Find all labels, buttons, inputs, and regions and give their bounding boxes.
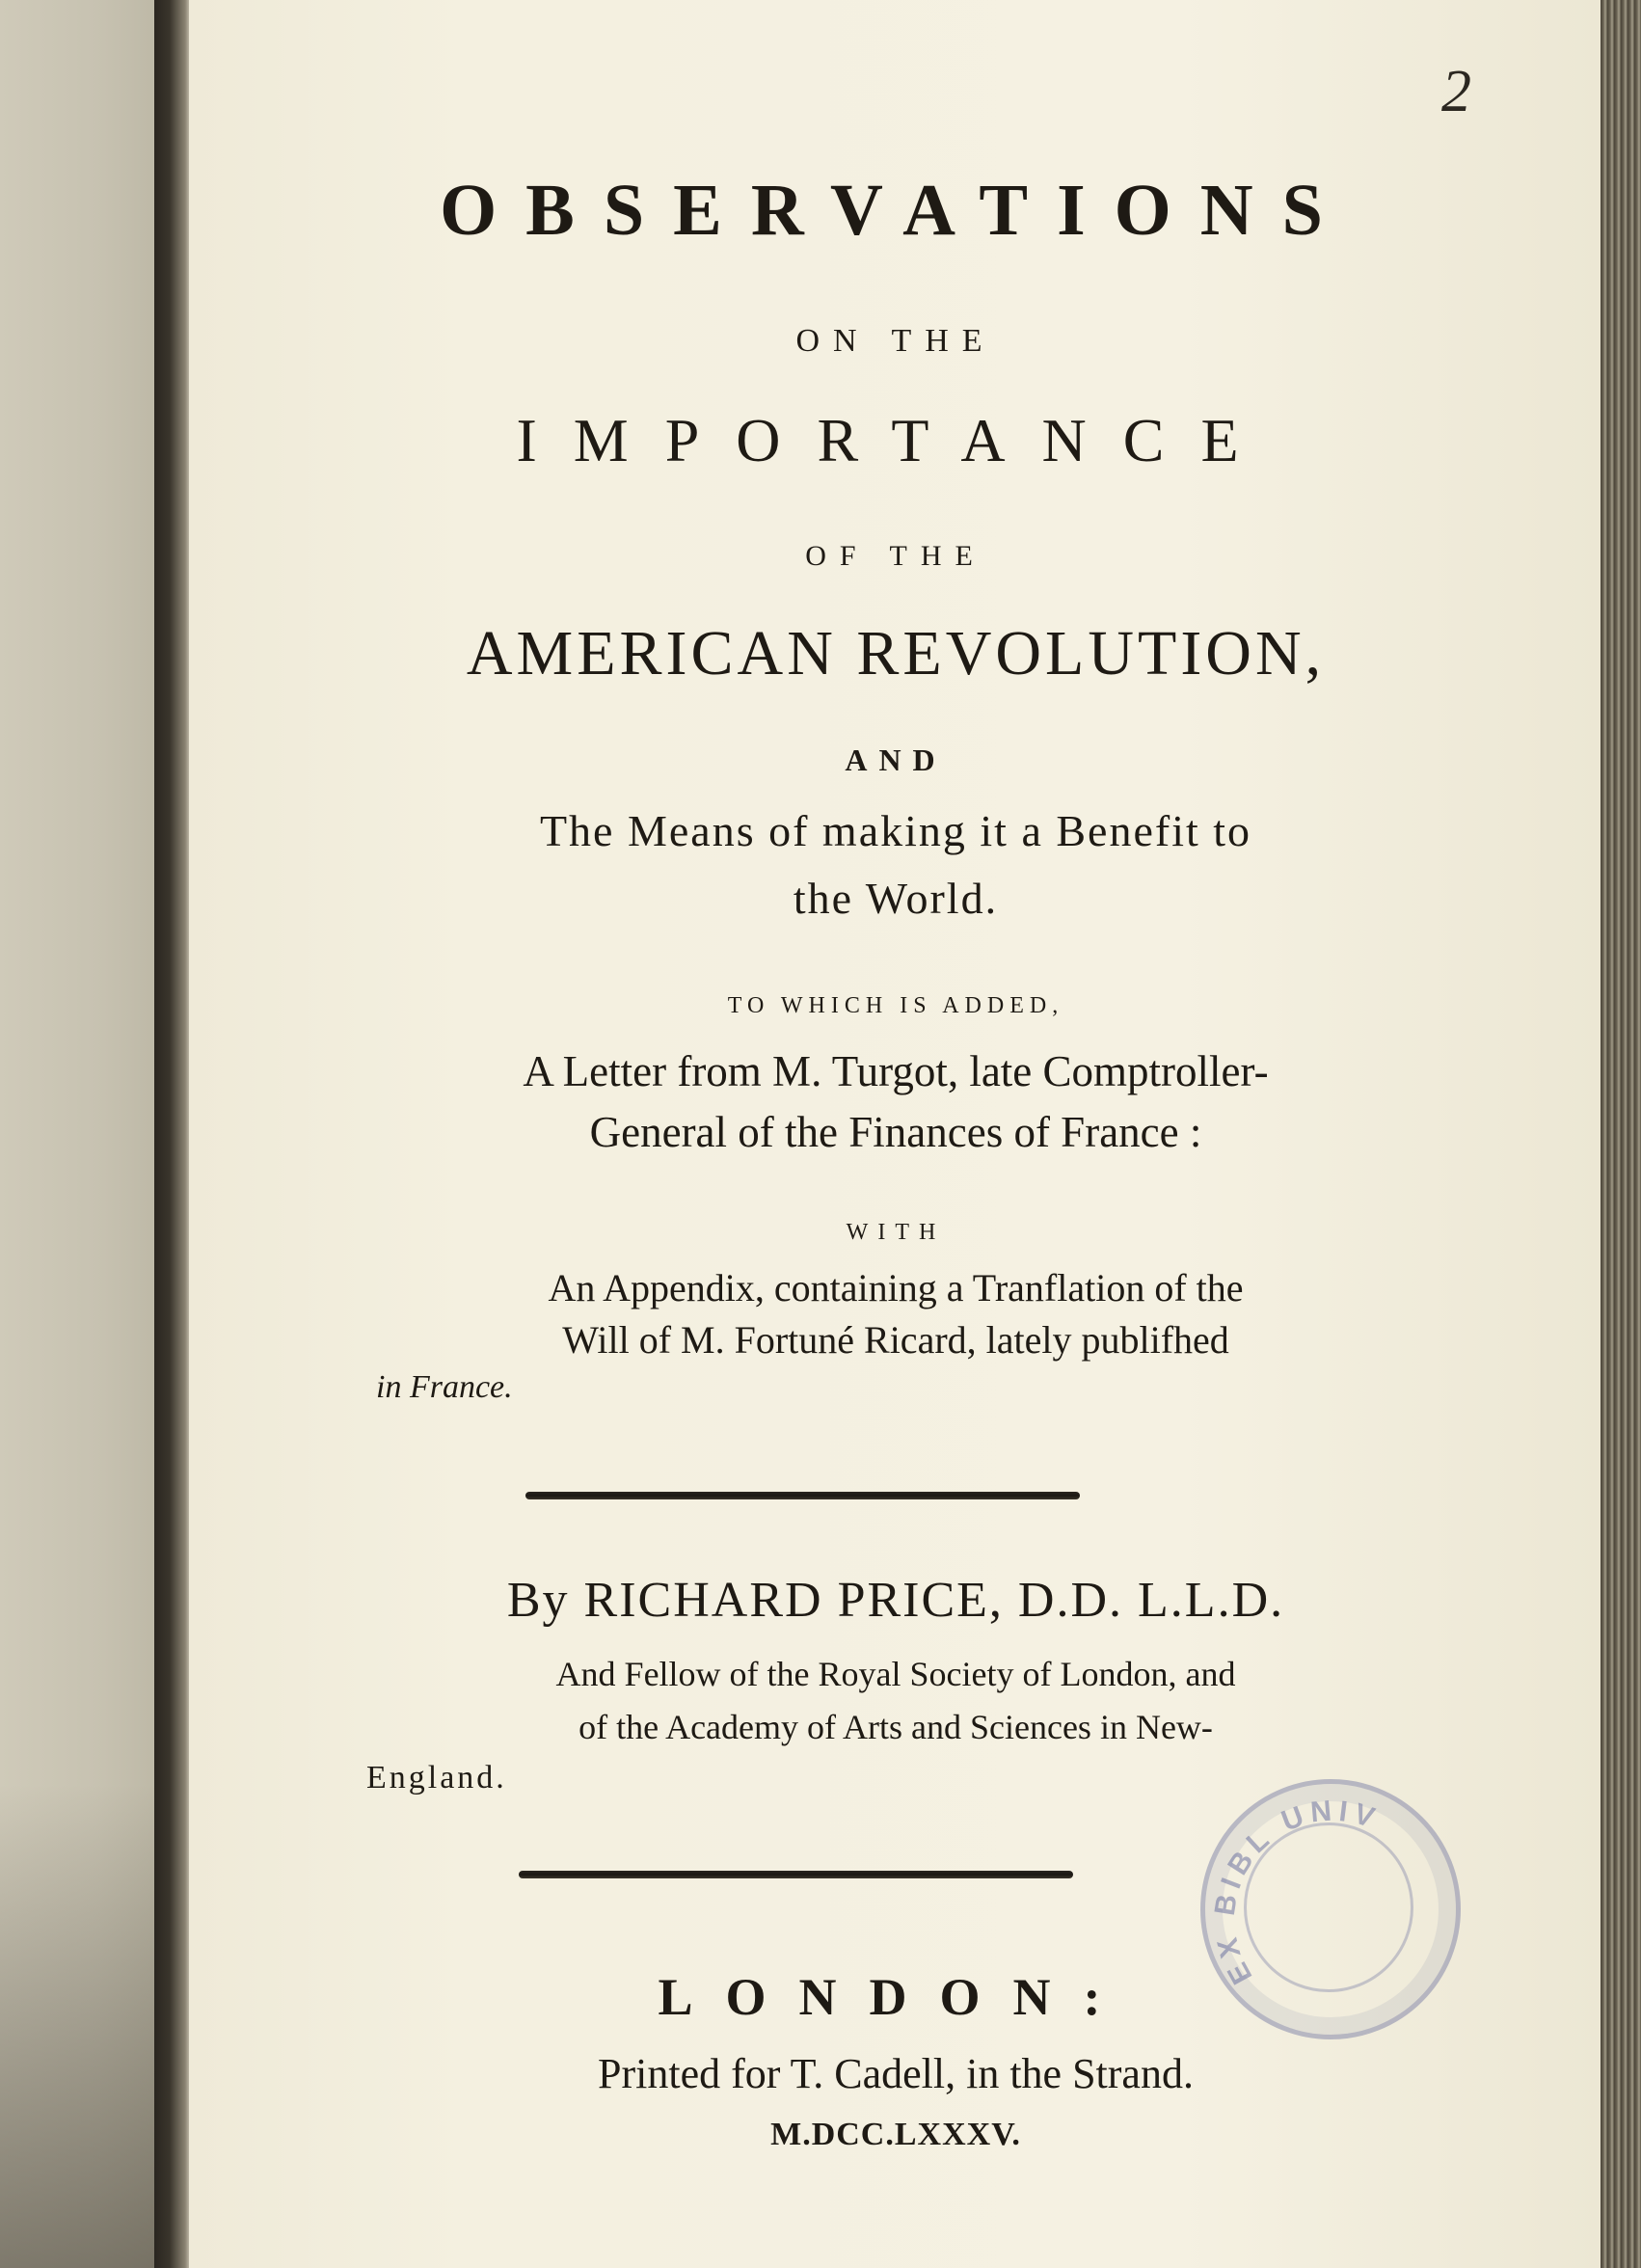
addition-line-2: General of the Finances of France : <box>589 1108 1202 1156</box>
author-fellowship-line-1: And Fellow of the Royal Society of London, and <box>555 1655 1236 1693</box>
imprint-printer: Printed for T. Cadell, in the Strand. <box>598 2050 1194 2097</box>
addition-line-1: A Letter from M. Turgot, late Comptroller- <box>523 1047 1269 1095</box>
author-fellowship-line-2: of the Academy of Arts and Sciences in New- <box>578 1708 1213 1746</box>
book-gutter <box>154 0 193 2268</box>
imprint-year: M.DCC.LXXXV. <box>770 2117 1021 2152</box>
title-on-the: ON THE <box>795 323 996 359</box>
appendix-line-3: in France. <box>376 1369 513 1405</box>
appendix-line-1: An Appendix, containing a Tranflation of the <box>548 1266 1244 1310</box>
facing-page-shadow <box>0 1784 162 2268</box>
title-world-line: the World. <box>793 874 999 923</box>
author-fellowship-line-3: England. <box>366 1760 507 1796</box>
imprint-place: LONDON: <box>658 1968 1134 2026</box>
divider-rule-bottom <box>519 1871 1073 1878</box>
title-and: AND <box>845 742 947 777</box>
title-american-revolution: AMERICAN REVOLUTION, <box>466 618 1326 688</box>
divider-rule-top <box>525 1492 1080 1499</box>
author-name: By RICHARD PRICE, D.D. L.L.D. <box>506 1573 1285 1628</box>
title-of-the: OF THE <box>805 540 986 572</box>
svg-text:EX BIBL UNIV: EX BIBL UNIV <box>1208 1795 1385 1990</box>
title-observations: OBSERVATIONS <box>440 170 1352 251</box>
appendix-heading: WITH <box>846 1220 946 1245</box>
page-number: 2 <box>1441 59 1471 124</box>
addition-heading: TO WHICH IS ADDED, <box>727 993 1064 1018</box>
page-edges <box>1601 0 1641 2268</box>
appendix-line-2: Will of M. Fortuné Ricard, lately publifhed <box>562 1318 1229 1362</box>
title-means-line: The Means of making it a Benefit to <box>539 806 1252 855</box>
title-importance: IMPORTANCE <box>516 406 1276 474</box>
